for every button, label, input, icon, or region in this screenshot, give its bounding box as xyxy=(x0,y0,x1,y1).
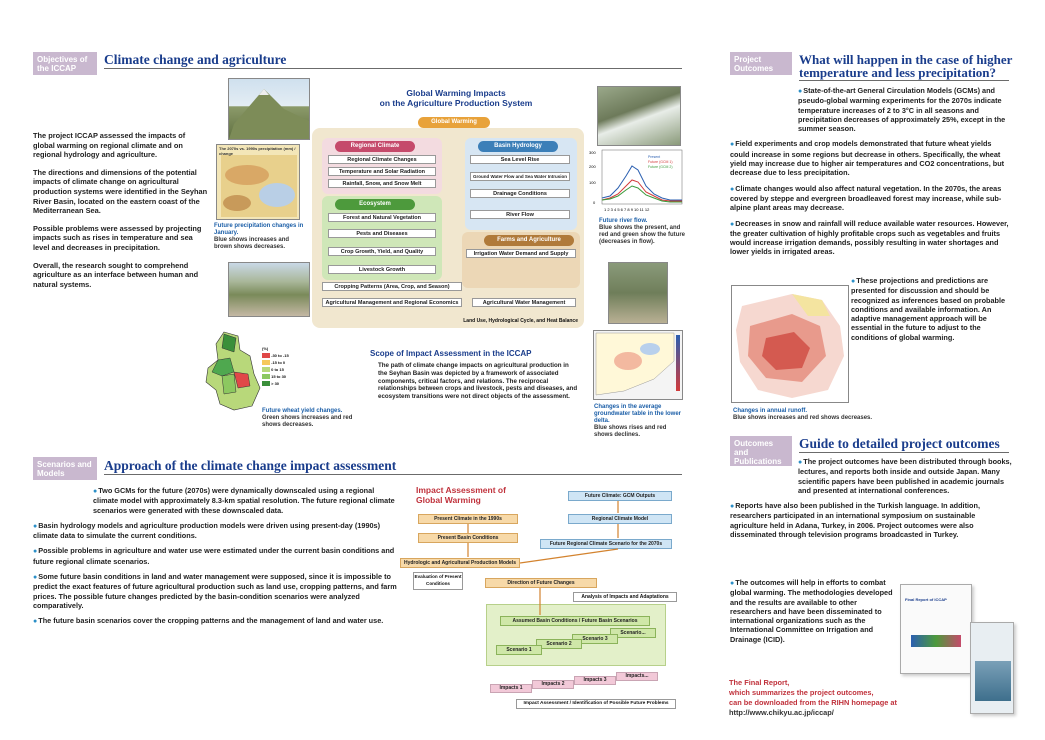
divider xyxy=(799,452,1009,453)
flow-present-climate: Present Climate in the 1990s xyxy=(418,514,518,524)
approach-title: Approach of the climate change impact assessment xyxy=(104,458,397,473)
runoff-map xyxy=(731,285,849,403)
wheat-legend-title: (%) xyxy=(262,346,269,351)
wheat-legend-item: -30 to -15 xyxy=(262,352,289,359)
wheat-map-graphic xyxy=(204,330,262,412)
runoff-caption xyxy=(733,408,933,422)
diagram-footer: Land Use, Hydrological Cycle, and Heat Balance xyxy=(463,318,578,324)
runoff-map-graphic xyxy=(732,286,848,402)
outcomes-title xyxy=(799,53,1012,79)
flow-arrows xyxy=(400,485,680,715)
flow-evaluation: Evaluation of Present Conditions xyxy=(413,572,463,590)
flow-arrow xyxy=(520,549,618,563)
diagram-title xyxy=(356,88,556,108)
river-caption-sub: Blue shows the present, and red and green show the future (decreases in flow). xyxy=(599,225,686,245)
wheat-caption xyxy=(262,408,362,429)
farm-item: Cropping Patterns (Area, Crop, and Season) xyxy=(322,282,462,291)
precipitation-map xyxy=(216,144,300,220)
chart-xticks: 1 2 3 4 5 6 7 8 9 10 11 12 xyxy=(604,207,650,212)
approach-bullet: ● Two GCMs for the future (2070s) were dynamically downscaled using a regional climate model with approximately 8.3-km spatial resolution. The future regional climate scenarios were generated with these downscaled data. xyxy=(33,486,399,515)
groundwater-caption-title: Changes in the average groundwater table in the lower delta. xyxy=(594,404,682,424)
flow-assumed: Assumed Basin Conditions / Future Basin Scenarios xyxy=(500,616,650,626)
flow-models: Hydrologic and Agricultural Production Models xyxy=(400,558,520,568)
chart-legend: Future (GCM 1) xyxy=(648,160,673,164)
section-tag-objectives: Objectives of the ICCAP xyxy=(33,52,97,75)
divider xyxy=(799,80,1009,81)
final-report-text xyxy=(729,678,897,718)
precip-caption xyxy=(214,223,304,251)
divider xyxy=(104,68,682,69)
flow-scenario: Scenario 1 xyxy=(496,645,542,655)
outcomes-bullet-last xyxy=(851,276,1009,348)
final-report-line: The Final Report, xyxy=(729,678,790,687)
runoff-caption-sub: Blue shows increases and red shows decreases. xyxy=(733,415,873,421)
diagram-title-line: on the Agriculture Production System xyxy=(379,98,533,108)
chart-tick: 200 xyxy=(589,164,596,169)
farms-label: Farms and Agriculture xyxy=(484,235,574,246)
mountain-photo xyxy=(228,78,310,140)
scope-text: The path of climate change impacts on agricultural production in the Seyhan Basin was depicted by a framework of associated components, critical factors, and relations. The reciprocal relationships between crops and livestock, pests and diseases, and ecosystem transitions were not direct objects of the assessment. xyxy=(378,362,578,401)
chart-legend: Present xyxy=(648,155,661,159)
wheat-legend-item: 15 to 30 xyxy=(262,373,289,380)
river-caption-title: Future river flow. xyxy=(599,218,648,224)
report-cover-2 xyxy=(970,622,1014,714)
objectives-title: Climate change and agriculture xyxy=(104,52,287,67)
flow-gcm: Future Climate: GCM Outputs xyxy=(568,491,672,501)
rc-item: Regional Climate Changes xyxy=(328,155,436,164)
report-cover-title: Final Report of ICCAP xyxy=(905,597,947,602)
eco-item: Pests and Diseases xyxy=(328,229,436,238)
outcomes-title-line: What will happen in the case of higher xyxy=(799,52,1013,67)
outcomes-bullet: ● Field experiments and crop models demonstrated that future wheat yields could increase in some regions but decrease in others. Specifically, the wheat yield may increase due to higher air temperatures and CO2 concentrations, but decrease due to less precipitation. xyxy=(730,139,1010,177)
flow-impact: Impacts 2 xyxy=(532,680,574,689)
bh-item: Drainage Conditions xyxy=(470,189,570,198)
approach-bullet: ● Some future basin conditions in land and water management were supposed, since it is impossible to predict the exact features of future agricultural production such as land use, cropping patterns, and farm prices. The possible future changes predicted by the basin-condition scenarios were analyzed comparatively. xyxy=(33,572,399,610)
outcomes-bullet: ● These projections and predictions are presented for discussion and should be recognized as inferences based on probable conditions and available information. An adaptive management approach will be essential in the future to adjust to the conditions of global warming. xyxy=(851,276,1009,342)
flow-impact: Impacts 3 xyxy=(574,676,616,685)
groundwater-caption-sub: Blue shows rises and red shows declines. xyxy=(594,425,667,438)
chart-tick: 0 xyxy=(593,200,596,205)
final-report-line: can be downloaded from the RIHN homepage at xyxy=(729,698,897,707)
eco-item: Forest and Natural Vegetation xyxy=(328,213,436,222)
approach-bullet: ● Basin hydrology models and agriculture production models were driven using present-day (1990s) climate data to simulate the current conditions. xyxy=(33,521,399,541)
flow-analysis: Analysis of Impacts and Adaptations xyxy=(573,592,677,602)
section-tag-scenarios: Scenarios and Models xyxy=(33,457,97,480)
outcomes-bullet: ● State-of-the-art General Circulation Models (GCMs) and pseudo-global warming experiments for the 2070s indicate temperature increases of 2 to 3°C in all seasons and precipitation decreases of approximately 25%, except in the summer season. xyxy=(730,86,1010,133)
report-cover-logos xyxy=(911,635,961,647)
bh-item: River Flow xyxy=(470,210,570,219)
flow-title-line: Global Warming xyxy=(416,495,481,505)
objectives-paragraph: Possible problems were assessed by projecting impacts such as rises in temperature and sea level and decreases in precipitation. xyxy=(33,223,202,252)
flow-scenario: Scenario 2 xyxy=(536,639,582,649)
farmer-photo xyxy=(608,262,668,324)
diagram-title-line: Global Warming Impacts xyxy=(406,88,506,98)
objectives-paragraph: The directions and dimensions of the potential impacts of climate change on agricultural production systems were identified in the Seyhan River Basin, located on the eastern coast of the Mediterranean Sea. xyxy=(33,167,208,216)
river-caption xyxy=(599,218,689,246)
flow-future-scenario: Future Regional Climate Scenario for the 2070s xyxy=(540,539,672,549)
groundwater-map-graphic xyxy=(594,331,682,399)
divider xyxy=(104,474,682,475)
basin-hydrology-label: Basin Hydrology xyxy=(478,141,558,152)
outcomes-bullet: ● Decreases in snow and rainfall will reduce available water resources. However, the greater cultivation of highly profitable crops such as vegetables and fruits would increase irrigation demands, possibly resulting in water shortages and lower yields in irrigated areas. xyxy=(730,219,1010,257)
farm-item: Irrigation Water Demand and Supply xyxy=(466,249,576,258)
outcomes-bullets xyxy=(730,86,1010,263)
guide-bullet: ● Reports have also been published in the Turkish language. In addition, researchers participated in an international symposium on sustainable agriculture held in Adana, Turkey, in 2006. Project outcomes were also disseminated through television programs broadcasted in Turkey. xyxy=(730,501,1012,539)
section-tag-outcomes: Project Outcomes xyxy=(730,52,792,75)
wheat-caption-title: Future wheat yield changes. xyxy=(262,408,343,414)
guide-title: Guide to detailed project outcomes xyxy=(799,436,1000,451)
runoff-caption-title: Changes in annual runoff. xyxy=(733,408,808,414)
wheat-legend-item: -15 to 0 xyxy=(262,359,289,366)
outcomes-bullet: ● Climate changes would also affect natural vegetation. In the 2070s, the areas covered by steppe and evergreen broadleaved forest may increase, while sub-alpine plant areas may decrease. xyxy=(730,184,1010,213)
groundwater-map xyxy=(593,330,683,400)
chart-tick: 300 xyxy=(589,150,596,155)
bh-item: Ground Water Flow and Sea Water Intrusion xyxy=(470,172,570,181)
wheat-caption-sub: Green shows increases and red shows decreases. xyxy=(262,415,353,428)
approach-bullet: ● Possible problems in agriculture and water use were estimated under the current basin conditions and future regional climate scenarios. xyxy=(33,546,399,566)
scope-title: Scope of Impact Assessment in the ICCAP xyxy=(370,349,532,358)
guide-bullets-2 xyxy=(730,578,895,650)
rc-item: Temperature and Solar Radiation xyxy=(328,167,436,176)
wheat-legend-item: 0 to 15 xyxy=(262,366,289,373)
guide-bullets xyxy=(730,457,1012,545)
objectives-body xyxy=(33,131,209,297)
farm-item: Agricultural Water Management xyxy=(472,298,576,307)
flow-direction: Direction of Future Changes xyxy=(485,578,597,588)
final-report-line: which summarizes the project outcomes, xyxy=(729,688,874,697)
eco-item: Livestock Growth xyxy=(328,265,436,274)
objectives-paragraph: The project ICCAP assessed the impacts of global warming on regional climate and on regional hydrology and agriculture. xyxy=(33,131,186,160)
flow-footer: Impact Assessment / Identification of Possible Future Problems xyxy=(516,699,676,709)
outcomes-title-line: temperature and less precipitation? xyxy=(799,65,997,80)
global-warming-label: Global Warming xyxy=(418,117,490,128)
eco-item: Crop Growth, Yield, and Quality xyxy=(328,247,436,256)
precipitation-map-graphic xyxy=(217,145,300,220)
flow-rcm: Regional Climate Model xyxy=(568,514,672,524)
report-cover-photo xyxy=(975,661,1011,701)
river-flow-graphic xyxy=(588,148,684,216)
farm-item: Agricultural Management and Regional Economics xyxy=(322,298,462,307)
approach-bullets xyxy=(33,486,399,633)
flow-title-line: Impact Assessment of xyxy=(416,485,506,495)
groundwater-caption xyxy=(594,404,684,439)
wheat-legend-item: > 30 xyxy=(262,380,289,387)
river-photo xyxy=(597,86,681,146)
wheat-legend xyxy=(262,345,289,387)
mountain-shape xyxy=(229,79,309,139)
guide-bullet: ● The project outcomes have been distributed through books, lectures, and reports both inside and outside Japan. Many scientific papers have been published in academic journals and presented at international conferences. xyxy=(730,457,1012,495)
section-tag-publications: Outcomes and Publications xyxy=(730,436,792,466)
ecosystem-label: Ecosystem xyxy=(335,199,415,210)
final-report-link[interactable]: http://www.chikyu.ac.jp/iccap/ xyxy=(729,708,834,717)
chart-legend: Future (GCM 2) xyxy=(648,165,673,169)
regional-climate-label: Regional Climate xyxy=(335,141,415,152)
map-header: The 2070s vs. 1990s precipitation (mm) / change xyxy=(219,146,296,156)
wheat-yield-map xyxy=(204,330,262,412)
river-flow-chart xyxy=(588,148,684,216)
objectives-paragraph: Overall, the research sought to comprehend agriculture as an interface between human and natural systems. xyxy=(33,260,199,289)
chart-tick: 100 xyxy=(589,180,596,185)
precip-caption-sub: Blue shows increases and brown shows decreases. xyxy=(214,237,290,250)
flow-scenario: Scenario 3 xyxy=(572,634,618,644)
rc-item: Rainfall, Snow, and Snow Melt xyxy=(328,179,436,188)
bh-item: Sea Level Rise xyxy=(470,155,570,164)
approach-bullet: ● The future basin scenarios cover the cropping patterns and the management of land and water use. xyxy=(33,616,399,626)
report-cover xyxy=(900,584,972,674)
flow-impact: Impacts... xyxy=(616,672,658,681)
flow-present-basin: Present Basin Conditions xyxy=(418,533,518,543)
town-photo xyxy=(228,262,310,317)
guide-bullet: ● The outcomes will help in efforts to combat global warming. The methodologies developed and the results are available to other researchers and have been disseminated to international organizations such as the International Committee on Irrigation and Drainage (ICID). xyxy=(730,578,895,644)
flow-impact: Impacts 1 xyxy=(490,684,532,693)
flow-scenario: Scenario... xyxy=(610,628,656,638)
precip-caption-title: Future precipitation changes in January. xyxy=(214,223,304,236)
